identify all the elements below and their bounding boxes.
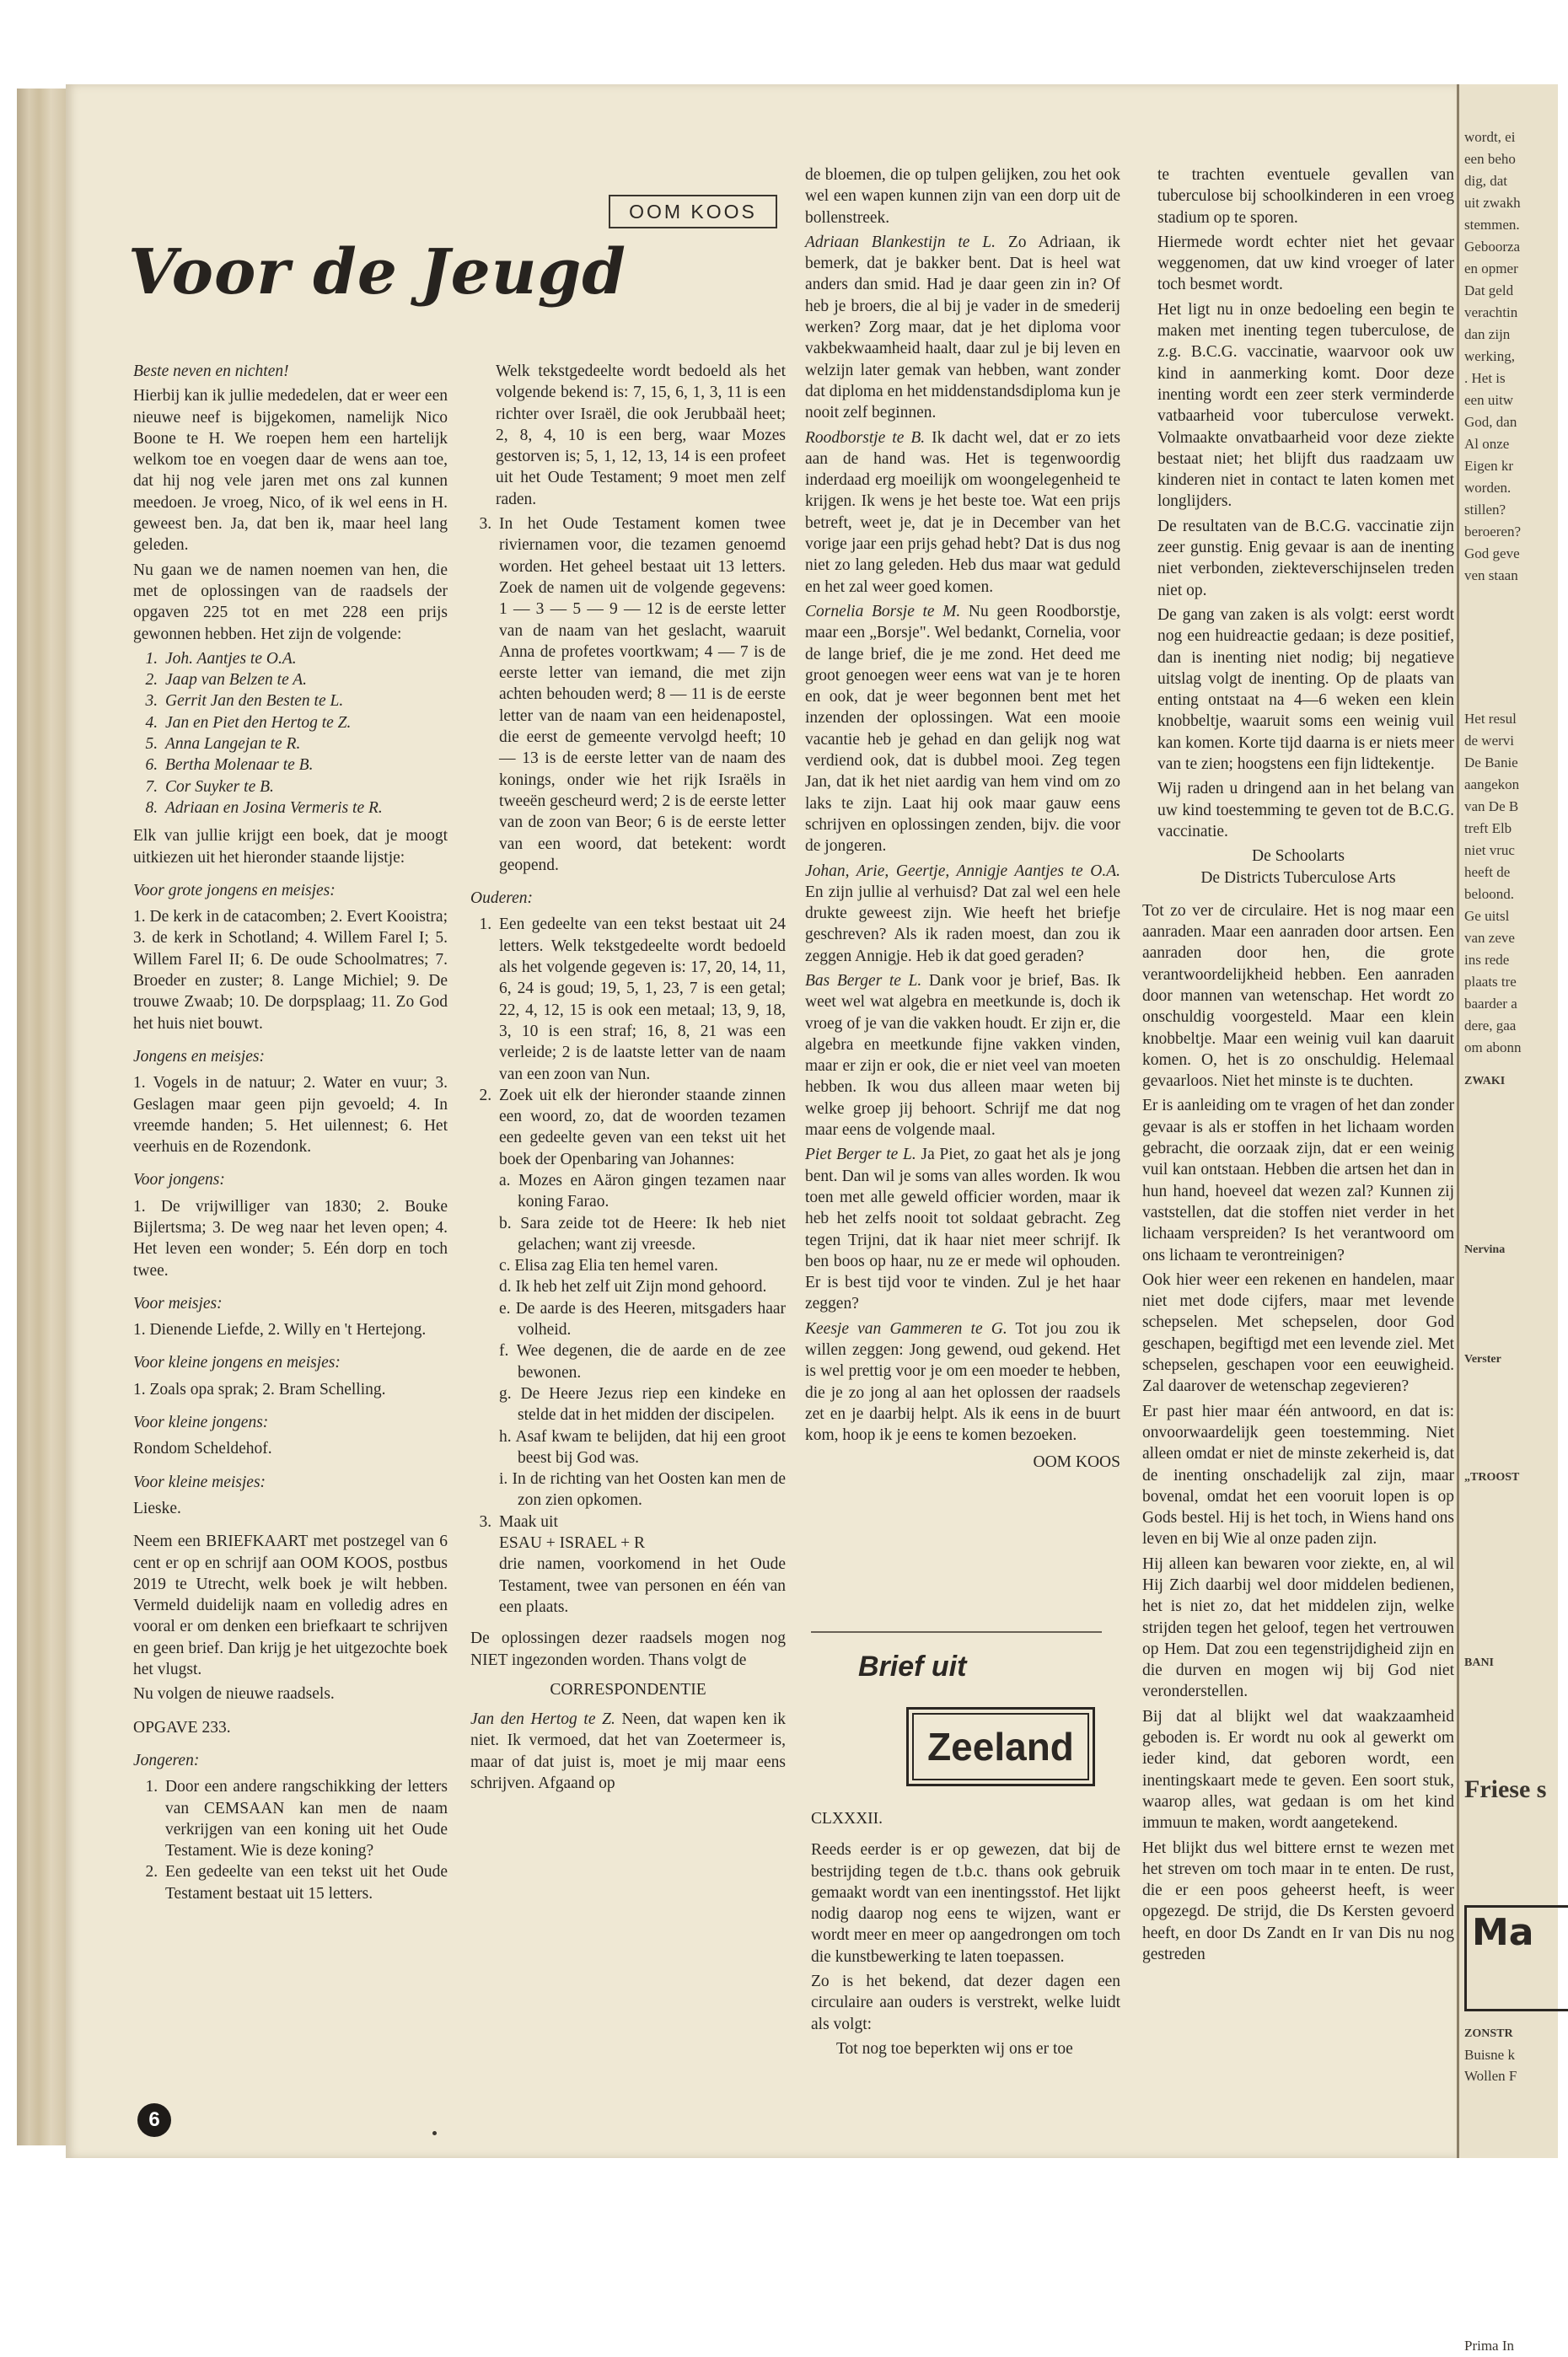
heading-kleine-jm: Voor kleine jongens en meisjes: — [133, 1354, 341, 1372]
letter-text: Tot jou zou ik willen zeggen: Jong gewend, oud gekend. Het is wel prettig voor je om een moeder te hebben, die je zo jong al aan het oplossen der raadsels zet en je daarbij helpt. Als ik eens in de buurt kom, hoop ik je eens te komen bezoeken. — [805, 1319, 1120, 1445]
edge-text-fragment: werking, — [1464, 348, 1515, 364]
briefkaart-instructions: Neem een BRIEFKAART met postzegel van 6 cent er op en schrijf aan OOM KOOS, postbus 2019 te Utrecht, welk boek je wilt hebben. Vermeld duidelijk naam en volledig adres en vooral er om denken een briefkaart te schrijven en geen brief. Dan krijg je het uitgezochte boek het vlugst. — [133, 1533, 448, 1679]
ouderen-list — [470, 914, 786, 1618]
winner-item: 1. Joh. Aantjes te O.A. — [162, 648, 448, 669]
letter-entry — [805, 427, 1120, 598]
letter-name: Adriaan Blankestijn te L. — [805, 233, 996, 251]
edge-text-fragment: Het resul — [1464, 711, 1517, 727]
page-number: 6 — [137, 2103, 171, 2137]
puzzle-formula: ESAU + ISRAEL + R — [499, 1534, 645, 1553]
puzzle-item: 1. Een gedeelte van een tekst bestaat uit 24 letters. Welk tekstgedeelte wordt bedoeld als het volgende gegeven is: 17, 20, 14, 11, 6, 24 is goud; 19, 5, 1, 23, 7 is een getal; 22, 4, 12, 15 is ook een metaal; 13, 9, 18, 3, 10 is een straf; 16, 8, 21 was een verleide; 2 is de laatste letter van de naam van een zoon van Nun. — [496, 914, 786, 1084]
heading-kleine-jongens: Voor kleine jongens: — [133, 1414, 269, 1432]
edge-text-fragment: stemmen. — [1464, 217, 1520, 233]
edge-text-fragment: God, dan — [1464, 414, 1517, 430]
puzzle-item — [496, 1511, 786, 1618]
article-title-box: Zeeland — [906, 1707, 1095, 1786]
letter-name: Piet Berger te L. — [805, 1146, 916, 1164]
letter-entry — [805, 970, 1120, 1141]
edge-text-fragment: beroeren? — [1464, 523, 1522, 540]
heading-jongeren: Jongeren: — [133, 1751, 200, 1769]
puzzle-item: 2. Een gedeelte van een tekst uit het Oude Testament bestaat uit 15 letters. — [162, 1861, 448, 1904]
letter-text: Nu geen Roodborstje, maar een „Borsje". Wel bedankt, Cornelia, voor de lange brief, die je me zond. Het deed me groot genoegen weer eens wat van je te horen en ook, dat je weer begonnen bent met het inzenden der oplossingen. Wat een mooie vacantie heb je gehad en dan gelijk nog wat verdiend ook, dat is dubbel mooi. Zeg tegen Jan, dat ik het niet aardig van hem vind om zo laks te zijn. Laat hij ook maar gauw eens schrijven en oplossingen zenden, bijv. die voor de jongeren. — [805, 602, 1120, 856]
edge-text-fragment: God geve — [1464, 545, 1520, 561]
page-title: Voor de Jeugd — [128, 236, 627, 309]
new-puzzles-line: Nu volgen de nieuwe raadsels. — [133, 1685, 335, 1704]
letter-entry — [805, 601, 1120, 857]
jongeren-list — [133, 1776, 448, 1904]
edge-text-fragment: Wollen F — [1464, 2068, 1517, 2084]
circular-paragraph: Hiermede wordt echter niet het gevaar weggenomen, dat uw kind vroeger of later toch besmet wordt. — [1157, 233, 1454, 294]
circular-paragraph: De resultaten van de B.C.G. vaccinatie zijn zeer gunstig. Enig gevaar is aan de inenting niet verbonden, ziekteverschijnselen treden niet op. — [1157, 517, 1454, 599]
edge-text-fragment: worden. — [1464, 480, 1512, 496]
edge-text-fragment: ZWAKI — [1464, 1075, 1506, 1087]
article-kicker: Brief uit — [858, 1651, 967, 1683]
edge-text-fragment: ins rede — [1464, 952, 1510, 968]
edge-text-fragment: dere, gaa — [1464, 1017, 1517, 1034]
winners-list — [133, 648, 448, 819]
sentence-item: c. Elisa zag Elia ten hemel varen. — [499, 1257, 718, 1275]
puzzle-item — [496, 1085, 786, 1511]
winners-intro: Nu gaan we de namen noemen van hen, die met de oplossingen van de raadsels der opgaven 225 tot en met 228 een prijs gewonnen hebben. Het zijn de volgende: — [133, 561, 448, 643]
puzzle-2-continued: Welk tekstgedeelte wordt bedoeld als het volgende bekend is: 7, 15, 6, 1, 3, 11 is een richter over Israël, die ook Jerubbaäl heet; 2, 8, 4, 10 is een berg, waar Mozes gestorven is; 5, 1, 12, 13, 14 is een profeet uit het Oude Testament; 9 moet men zelf raden. — [496, 362, 786, 508]
heading-ouderen: Ouderen: — [470, 889, 534, 908]
letter-entry — [805, 232, 1120, 424]
edge-text-fragment: verachtin — [1464, 304, 1518, 320]
edge-text-fragment: Nervina — [1464, 1243, 1506, 1256]
edge-text-fragment: aangekon — [1464, 776, 1520, 792]
circular-paragraph: De gang van zaken is als volgt: eerst wordt nog een huidreactie gedaan; is deze positief, dan is inenting niet nodig; bij negatieve uitslag volgt de inenting. Op de plaats van enting ontstaat na 4—6 weken een klein knobbeltje, waaruit soms een weinig vuil kan komen. Korte tijd daarna is er niets meer van te zien; hoogstens een fijn lidtekentje. — [1157, 605, 1454, 774]
edge-text-fragment: . Het is — [1464, 370, 1506, 386]
edge-text-fragment: ven staan — [1464, 567, 1518, 583]
print-dot — [432, 2131, 437, 2135]
signatory: De Districts Tuberculose Arts — [1200, 868, 1396, 887]
letter-text: Ik dacht wel, dat er zo iets aan de hand was. Het is tegenwoordig inderdaad erg moeilijk om woongelegenheid te krijgen. Ik wens je het beste toe. Wat een prijs betreft, weet je, dat je in December van het vorige jaar een prijs gehad hebt? Dat is dus nog niet zo lang geleden. Heb dus maar wat geduld en het zal weer goed komen. — [805, 428, 1120, 596]
signature: OOM KOOS — [1033, 1452, 1120, 1471]
article-number: CLXXXII. — [811, 1810, 883, 1828]
edge-text-fragment: Dat geld — [1464, 282, 1514, 298]
edge-text-fragment: Al onze — [1464, 436, 1510, 452]
circular-paragraph: Het ligt nu in onze bedoeling een begin te maken met inenting tegen tuberculose, de z.g. B.C.G. vaccinatie, waarvoor ook uw kind in aanmerking komt. Door deze inenting wordt een zeer sterk verminderde vatbaarheid voor tuberculose verwekt. Volmaakte onvatbaarheid voor deze ziekte bestaat niet; het blijft dus raadzaam uw kinderen niet in contact te laten komen met longlijders. — [1157, 300, 1454, 511]
letter-continued: de bloemen, die op tulpen gelijken, zou het ook wel een wapen kunnen zijn van een dorp uit de bollenstreek. — [805, 166, 1120, 227]
edge-text-fragment: „TROOST — [1464, 1471, 1520, 1484]
heading-kleine-meisjes: Voor kleine meisjes: — [133, 1473, 266, 1491]
sentence-item: h. Asaf kwam te belijden, dat hij een groot beest bij God was. — [499, 1427, 786, 1467]
article-paragraph: Er past hier maar één antwoord, en dat is: onvoorwaardelijk geen toestemming. Niet alleen omdat er niet de minste zekerheid is, dat de inenting onschadelijk zal zijn, maar bovenal, omdat het een vooruit lopen is op Gods bestel. Hij is het toch, in Wiens hand ons leven en bij Wie al onze paden zijn. — [1142, 1402, 1454, 1549]
edge-text-fragment: dan zijn — [1464, 326, 1511, 342]
edge-text-fragment: de wervi — [1464, 733, 1515, 749]
edge-text-fragment: uit zwakh — [1464, 195, 1521, 211]
edge-text-fragment: Verster — [1464, 1353, 1501, 1366]
sentence-item: g. De Heere Jezus riep een kindeke en stelde dat in het midden der discipelen. — [499, 1384, 786, 1425]
circular-paragraph: Wij raden u dringend aan in het belang van uw kind toestemming te geven tot de B.C.G. vaccinatie. — [1157, 780, 1454, 840]
adjacent-page-edge — [1457, 84, 1558, 2354]
sentence-item: e. De aarde is des Heeren, mitsgaders haar volheid. — [499, 1299, 786, 1340]
edge-ad-title: Ma — [1472, 1911, 1534, 1954]
article-paragraph: Reeds eerder is er op gewezen, dat bij de bestrijding tegen de t.b.c. thans ook gebruik gemaakt wordt van een inentingsstof. Het lijkt nodig daarop nog eens te wijzen, want er wordt meer en meer op aangedrongen om toch die kunstbewerking te laten toepassen. — [811, 1841, 1120, 1966]
letter-text: Neen, dat wapen ken ik niet. Ik vermoed, dat het van Zoetermeer is, maar of dat juist is, moet je mij maar eens schrijven. Afgaand op — [470, 1710, 786, 1792]
winner-item: 3. Gerrit Jan den Besten te L. — [162, 690, 448, 711]
sentence-item: d. Ik heb het zelf uit Zijn mond gehoord. — [499, 1278, 767, 1297]
edge-text-fragment: van zeve — [1464, 930, 1515, 946]
edge-text-fragment: Buisne k — [1464, 2047, 1515, 2063]
winner-item: 8. Adriaan en Josina Vermeris te R. — [162, 797, 448, 819]
edge-text-fragment: stillen? — [1464, 502, 1506, 518]
sentence-item: b. Sara zeide tot de Heere: Ik heb niet gelachen; want zij vreesde. — [499, 1214, 786, 1254]
letter-text: Ja Piet, zo gaat het als je jong bent. Dan wil je soms van alles worden. Ik wou toen met alle geweld officier worden, maar ik heb het zelfs nooit tot soldaat gebracht. Zeg tegen Trijni, dat ik haar niet meer schrijf. Ik ben boos op haar, nu ze er mede wil ophouden. Er is best tijd voor te vinden. Zul je het haar zeggen? — [805, 1146, 1121, 1313]
edge-text-fragment: plaats tre — [1464, 974, 1517, 990]
article-paragraph: Het blijkt dus wel bittere ernst te wezen met het streven om toch maar in te enten. De rust, die er een poos geheerst heeft, is weer opgezegd. De strijd, die Ds Kersten gevoerd heeft, en door Ds Zandt en Ir van Dis nu nog gestreden — [1142, 1839, 1454, 1964]
letter-text: Zo Adriaan, ik bemerk, dat je bakker bent. Dat is heel wat anders dan smid. Had je daar geen zin in? Of heb je broers, die al bij je vader in de smederij werken? Zorg maar, dat je het diploma voor vakbekwaamheid haalt, daar zul je bij leven en welzijn later gemak van hebben, want zonder dat diploma en het middenstandsdiploma kun je nooit zelf beginnen. — [805, 233, 1120, 422]
letter-text: En zijn jullie al verhuisd? Dat zal wel een hele drukte geweest zijn. Wie heeft het briefje geschreven? Als ik raden moest, dan zou ik zeggen Annigje. Heb ik dat goed geraden? — [805, 883, 1120, 965]
books-meisjes: 1. Dienende Liefde, 2. Willy en 't Hertejong. — [133, 1321, 427, 1340]
edge-text-fragment: treft Elb — [1464, 820, 1512, 836]
letter-entry — [805, 1144, 1120, 1314]
sentence-item: f. Wee degenen, die de aarde en de zee bewonen. — [499, 1342, 786, 1382]
column-4 — [1142, 164, 1454, 1968]
intro-paragraph: Hierbij kan ik jullie mededelen, dat er weer een nieuwe neef is bijgekomen, namelijk Nico Boone te H. We roepen hem een hartelijk welkom toe en voegen daar de wens aan toe, dat hij nog vele jaren met ons zal kunnen meedoen. Je vroeg, Nico, of ik wel eens in H. geweest ben. Ja, dat ben ik, maar heel lang geleden. — [133, 387, 448, 555]
puzzle-text: 3. Maak uit — [499, 1512, 558, 1531]
column-2 — [470, 361, 786, 1797]
winner-item: 4. Jan en Piet den Hertog te Z. — [162, 712, 448, 733]
greeting: Beste neven en nichten! — [133, 362, 289, 380]
heading-meisjes: Voor meisjes: — [133, 1294, 223, 1313]
edge-text-fragment: ZONSTR — [1464, 2027, 1513, 2040]
letter-entry — [805, 1318, 1120, 1447]
books-kleine-jm: 1. Zoals opa sprak; 2. Bram Schelling. — [133, 1380, 386, 1399]
puzzle-item: 1. Door een andere rangschikking der letters van CEMSAAN kan men de naam verkrijgen van een koning uit het Oude Testament. Wie is deze koning? — [162, 1776, 448, 1861]
winner-item: 5. Anna Langejan te R. — [162, 733, 448, 754]
letter-name: Cornelia Borsje te M. — [805, 602, 961, 620]
heading-grote: Voor grote jongens en meisjes: — [133, 881, 336, 899]
books-kleine-meisjes: Lieske. — [133, 1499, 181, 1517]
letter-name: Roodborstje te B. — [805, 428, 926, 447]
letter-jan — [470, 1709, 786, 1794]
books-jongens: 1. De vrijwilliger van 1830; 2. Bouke Bijlertsma; 3. De weg naar het leven open; 4. Het leven een wonder; 5. Eén dorp en toch twee. — [133, 1197, 448, 1280]
section-divider — [811, 1631, 1102, 1633]
column-3 — [805, 164, 1120, 1476]
books-jongens-meisjes: 1. Vogels in de natuur; 2. Water en vuur; 3. Geslagen maar geen pijn gevoeld; 4. In vreemde handen; 5. Het uilennest; 6. Het veerhuis en de Rozendonk. — [133, 1074, 448, 1157]
edge-text-fragment: De Banie — [1464, 754, 1518, 770]
winner-item: 7. Cor Suyker te B. — [162, 776, 448, 797]
edge-text-fragment: Eigen kr — [1464, 458, 1514, 474]
sentence-item: i. In de richting van het Oosten kan men de zon zien opkomen. — [499, 1470, 786, 1510]
edge-text-fragment: een beho — [1464, 151, 1516, 167]
book-choice-text: Elk van jullie krijgt een boek, dat je moogt uitkiezen uit het hieronder staande lijstje: — [133, 827, 448, 867]
edge-text-fragment: Ge uitsl — [1464, 908, 1510, 924]
edge-text-fragment: beloond. — [1464, 886, 1515, 902]
winner-item: 6. Bertha Molenaar te B. — [162, 754, 448, 776]
article-paragraph: Bij dat al blijkt wel dat waakzaamheid geboden is. Er wordt nu ook al gewerkt om ieder kind, dat geboren wordt, een inentingskaart mede te geven. Een soort stuk, waarop alles, wat gedaan is om het kind immuun te maken, wordt aangetekend. — [1142, 1707, 1454, 1833]
edge-text-fragment: een uitw — [1464, 392, 1514, 408]
books-kleine-jongens: Rondom Scheldehof. — [133, 1440, 272, 1458]
book-spine — [17, 89, 66, 2145]
opgave-number: OPGAVE 233. — [133, 1718, 231, 1737]
puzzle-text: drie namen, voorkomend in het Oude Testament, twee van personen en één van een plaats. — [499, 1555, 786, 1616]
circular-paragraph: te trachten eventuele gevallen van tuberculose bij schoolkinderen in een vroeg stadium op te sporen. — [1157, 166, 1454, 227]
edge-text-fragment: niet vruc — [1464, 842, 1515, 858]
letter-name: Bas Berger te L. — [805, 971, 922, 990]
edge-text-fragment: om abonn — [1464, 1039, 1522, 1055]
letter-name: Johan, Arie, Geertje, Annigje Aantjes te O.A. — [805, 862, 1120, 880]
solutions-note: De oplossingen dezer raadsels mogen nog NIET ingezonden worden. Thans volgt de — [470, 1629, 786, 1669]
article-paragraph: Hij alleen kan bewaren voor ziekte, en, al wil Hij Zich daarbij wel door middelen bedienen, het is niet zo, dat het middelen zijn, welke strijden tegen het geloof, tegen het vertrouwen op Hem. Dat zou een tegenstrijdigheid zijn en die durven en mogen wij bij God niet veronderstellen. — [1142, 1554, 1454, 1701]
section-label-box: OOM KOOS — [609, 195, 777, 228]
winner-item: 2. Jaap van Belzen te A. — [162, 669, 448, 690]
jongeren-list-cont — [470, 513, 786, 876]
edge-text-fragment: Prima In — [1464, 2338, 1515, 2354]
article-paragraph: Tot zo ver de circulaire. Het is nog maar een aanraden. Maar een aanraden door artsen. Een aanraden door hen, die grote verantwoordelijkheid hebben. Een aanraden door mannen van wetenschap. Het wordt zo onschuldig voorgesteld. Maar een klein knobbeltje. Maar een weinig vuil kan daaruit komen. O, het is zo onschuldig. Helemaal gevaarloos. Niet het minste is te duchten. — [1142, 901, 1454, 1091]
article-paragraph: Zo is het bekend, dat dezer dagen een circulaire aan ouders is verstrekt, welke luidt als volgt: — [811, 1973, 1120, 2033]
column-3-article — [811, 1808, 1120, 2063]
edge-text-fragment: baarder a — [1464, 996, 1517, 1012]
edge-text-fragment: wordt, ei — [1464, 129, 1516, 145]
heading-jongens-meisjes: Jongens en meisjes: — [133, 1047, 265, 1066]
letter-text: Dank voor je brief, Bas. Ik weet wel wat algebra en meetkunde is, doch ik vroeg of je van die vakken houdt. Er zijn er, die algebra en meetkunde fijne vakken vinden, maar er zijn er ook, die er niet veel van moeten hebben. Ik wou dus alleen maar weten bij welke groep jij behoort. Schrijf me dat nog maar eens de volgende maal. — [805, 971, 1121, 1140]
edge-text-fragment: heeft de — [1464, 864, 1511, 880]
edge-text-fragment: BANI — [1464, 1656, 1495, 1669]
heading-jongens: Voor jongens: — [133, 1171, 225, 1189]
edge-text-fragment: Friese s — [1464, 1775, 1547, 1803]
letter-name: Keesje van Gammeren te G. — [805, 1319, 1007, 1338]
books-grote: 1. De kerk in de catacomben; 2. Evert Kooistra; 3. de kerk in Schotland; 4. Willem Farel I; 5. Willem Farel II; 6. De oude Schoolmatres; 7. Broeder en zuster; 8. Lange Michiel; 9. De trouwe Zwaab; 10. De dorpsplaag; 11. Zo God het huis niet bouwt. — [133, 908, 448, 1033]
sentence-item: a. Mozes en Aäron gingen tezamen naar koning Farao. — [499, 1171, 786, 1211]
correspondence-heading: CORRESPONDENTIE — [550, 1680, 706, 1699]
edge-text-fragment: Geboorza — [1464, 239, 1521, 255]
circular-start: Tot nog toe beperkten wij ons er toe — [836, 2039, 1073, 2058]
puzzle-item: 3. In het Oude Testament komen twee riviernamen voor, die tezamen genoemd worden. Het geheel bestaat uit 13 letters. Zoek de namen uit de volgende gegevens: 1 — 3 — 5 — 9 — 12 is de eerste letter van de naam van het geslacht, waaruit Anna de profetes voortkwam; 4 — 7 is de eerste letter van iemand, die met zijn achten behouden werd; 8 — 11 is de eerste letter van de naam van een heidenapostel, die eerst de gemeente vervolgd heeft; 10 — 13 is de eerste letter van de naam des konings, onder wie het rijk Israëls in tweeën gescheurd werd; 2 is de eerste letter van de zoon van Beor; 6 is de eerste letter van een woord, dat betekent: wordt geopend. — [496, 513, 786, 876]
edge-text-fragment: van De B — [1464, 798, 1519, 814]
letter-entry — [805, 861, 1120, 967]
article-paragraph: Ook hier weer een rekenen en handelen, maar niet met dode cijfers, maar met levende schepselen. Met schepselen, door God geschapen, begiftigd met een levende ziel. Met schepselen, geschapen voor een eeuwigheid. Zal daarover de wetenschap zegevieren? — [1142, 1270, 1454, 1396]
article-paragraph: Er is aanleiding om te vragen of het dan zonder gevaar is als er stoffen in het lichaam worden gebracht, die oorzaak zijn, dat er een weinig vuil kan ontstaan. Hebben die artsen het dan in hun hand, hoeveel dat wezen zal? Kunnen zij vaststellen, dat die stoffen niet verder in het lichaam verspreiden? Is het verantwoord om ons lichaam te verontreinigen? — [1142, 1097, 1454, 1264]
edge-text-fragment — [1464, 1905, 1568, 2011]
column-1 — [133, 361, 448, 1911]
letter-name: Jan den Hertog te Z. — [470, 1710, 615, 1729]
edge-text-fragment: en opmer — [1464, 260, 1518, 277]
puzzle-text: 2. Zoek uit elk der hieronder staande zinnen een woord, zo, dat de woorden tezamen een gedeelte geven van een tekst uit het boek der Openbaring van Johannes: — [499, 1086, 786, 1168]
edge-text-fragment: dig, dat — [1464, 173, 1507, 189]
signatory: De Schoolarts — [1252, 847, 1345, 866]
